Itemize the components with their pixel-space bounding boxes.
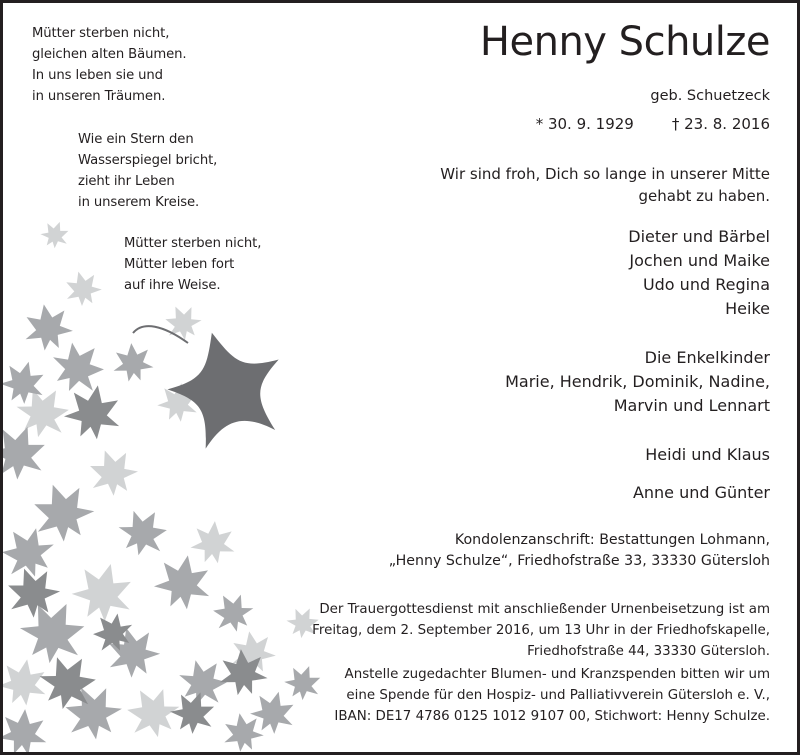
leaves-illustration bbox=[3, 213, 333, 752]
poem-line: auf ihre Weise. bbox=[124, 278, 221, 293]
life-dates bbox=[536, 113, 770, 135]
poem-line: Mütter sterben nicht, bbox=[124, 236, 262, 251]
donation-info bbox=[334, 664, 770, 727]
death-date: † 23. 8. 2016 bbox=[671, 115, 770, 133]
poem-line: in unserem Kreise. bbox=[78, 195, 200, 210]
birth-date: * 30. 9. 1929 bbox=[535, 115, 634, 133]
quote-line: Wir sind froh, Dich so lange in unserer Mitte bbox=[440, 165, 770, 183]
poem-stanza-1 bbox=[32, 23, 186, 107]
poem-line: Wie ein Stern den bbox=[78, 132, 194, 147]
mourner-line: Heidi und Klaus bbox=[645, 445, 770, 464]
poem-line: Mütter leben fort bbox=[124, 257, 235, 272]
poem-line: Wasserspiegel bricht, bbox=[78, 153, 218, 168]
poem-line: Mütter sterben nicht, bbox=[32, 26, 170, 41]
service-line: Der Trauergottesdienst mit anschließender Urnenbeisetzung ist am bbox=[319, 602, 770, 617]
maiden-name: geb. Schuetzeck bbox=[650, 88, 770, 104]
deceased-name: Henny Schulze bbox=[479, 19, 770, 65]
mourner-line: Marie, Hendrik, Dominik, Nadine, bbox=[505, 372, 770, 391]
mourner-line: Dieter und Bärbel bbox=[628, 227, 770, 246]
mourner-line: Marvin und Lennart bbox=[613, 396, 770, 415]
mourner-line: Jochen und Maike bbox=[629, 251, 770, 270]
mourners-grandchildren bbox=[505, 346, 770, 418]
mourners-children bbox=[628, 225, 770, 321]
mourner-line: Heike bbox=[725, 299, 770, 318]
condolence-address bbox=[389, 530, 770, 572]
mourner-line: Udo und Regina bbox=[642, 275, 770, 294]
donation-line: IBAN: DE17 4786 0125 1012 9107 00, Stichwort: Henny Schulze. bbox=[334, 709, 770, 724]
address-line: Kondolenzanschrift: Bestattungen Lohmann, bbox=[454, 532, 770, 548]
funeral-service-info bbox=[312, 599, 770, 662]
donation-line: eine Spende für den Hospiz- und Palliativverein Gütersloh e. V., bbox=[346, 688, 770, 703]
poem-line: in unseren Träumen. bbox=[32, 89, 166, 104]
quote-line: gehabt zu haben. bbox=[638, 187, 770, 205]
address-line: „Henny Schulze“, Friedhofstraße 33, 33330 Gütersloh bbox=[388, 553, 770, 569]
mourner-line: Anne und Günter bbox=[632, 483, 770, 502]
mourners-others-2 bbox=[633, 481, 770, 505]
poem-line: gleichen alten Bäumen. bbox=[32, 47, 187, 62]
mourners-others-1 bbox=[645, 443, 770, 467]
donation-line: Anstelle zugedachter Blumen- und Kranzspenden bitten wir um bbox=[344, 667, 770, 682]
service-line: Friedhofstraße 44, 33330 Gütersloh. bbox=[527, 644, 770, 659]
farewell-quote bbox=[440, 163, 770, 207]
poem-stanza-2 bbox=[78, 129, 217, 213]
poem-line: In uns leben sie und bbox=[32, 68, 163, 83]
poem-line: zieht ihr Leben bbox=[78, 174, 175, 189]
service-line: Freitag, dem 2. September 2016, um 13 Uhr in der Friedhofskapelle, bbox=[312, 623, 770, 638]
mourner-line: Die Enkelkinder bbox=[644, 348, 770, 367]
